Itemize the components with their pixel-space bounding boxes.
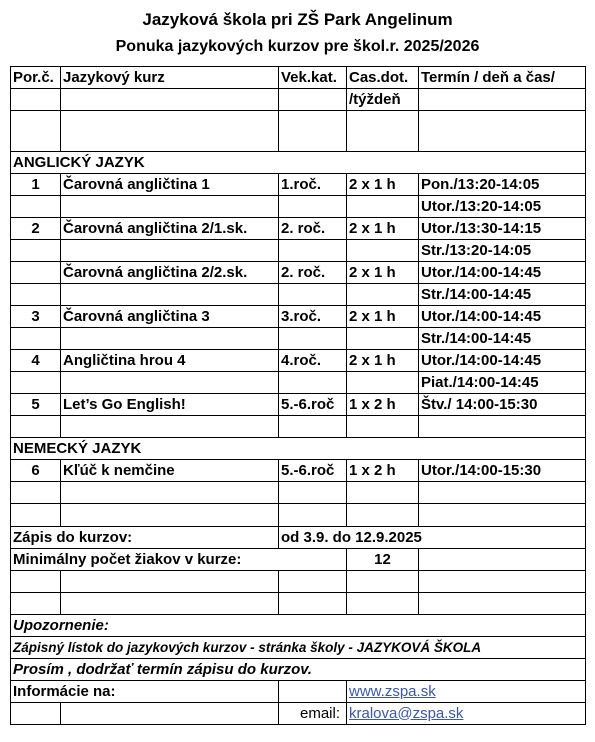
course-hours: 2 x 1 h bbox=[347, 174, 419, 196]
course-name: Čarovná angličtina 2/2.sk. bbox=[61, 262, 279, 284]
course-name bbox=[61, 328, 279, 350]
course-hours bbox=[347, 372, 419, 394]
course-grade: 1.roč. bbox=[279, 174, 347, 196]
course-name bbox=[61, 284, 279, 306]
course-grade bbox=[279, 196, 347, 218]
course-grade bbox=[279, 328, 347, 350]
course-row bbox=[11, 394, 586, 416]
header-row bbox=[11, 67, 586, 89]
course-name: Čarovná angličtina 2/1.sk. bbox=[61, 218, 279, 240]
course-schedule: Štv./ 14:00-15:30 bbox=[419, 394, 586, 416]
course-table bbox=[10, 66, 586, 725]
form-row bbox=[11, 637, 586, 659]
page-title: Jazyková škola pri ZŠ Park Angelinum bbox=[142, 10, 453, 29]
info-label: Informácie na: bbox=[11, 681, 279, 703]
header-row-2 bbox=[11, 89, 586, 111]
course-schedule: Str./13:20-14:05 bbox=[419, 240, 586, 262]
blank-row bbox=[11, 571, 586, 593]
course-schedule: Pon./13:20-14:05 bbox=[419, 174, 586, 196]
minimum-row bbox=[11, 549, 586, 571]
course-grade: 5.-6.roč bbox=[279, 460, 347, 482]
form-note: Zápisný lístok do jazykových kurzov - stránka školy - JAZYKOVÁ ŠKOLA bbox=[11, 637, 586, 659]
course-grade: 5.-6.roč bbox=[279, 394, 347, 416]
enrollment-label: Zápis do kurzov: bbox=[11, 527, 279, 549]
course-grade bbox=[279, 372, 347, 394]
request-note: Prosím , dodržať termín zápisu do kurzov. bbox=[11, 659, 586, 681]
course-number: 4 bbox=[11, 350, 61, 372]
page-subtitle: Ponuka jazykových kurzov pre škol.r. 2025/2026 bbox=[115, 38, 480, 55]
notice-label: Upozornenie: bbox=[11, 615, 586, 637]
course-row bbox=[11, 372, 586, 394]
course-schedule: Utor./13:30-14:15 bbox=[419, 218, 586, 240]
course-schedule: Str./14:00-14:45 bbox=[419, 328, 586, 350]
course-name bbox=[61, 196, 279, 218]
enrollment-dates: od 3.9. do 12.9.2025 bbox=[279, 527, 586, 549]
email-link[interactable]: kralova@zspa.sk bbox=[349, 704, 464, 722]
course-row bbox=[11, 196, 586, 218]
course-row bbox=[11, 262, 586, 284]
course-grade: 4.roč. bbox=[279, 350, 347, 372]
course-grade bbox=[279, 240, 347, 262]
course-hours: 1 x 2 h bbox=[347, 460, 419, 482]
header-por: Por.č. bbox=[11, 67, 61, 89]
course-schedule: Utor./14:00-14:45 bbox=[419, 306, 586, 328]
course-schedule: Utor./13:20-14:05 bbox=[419, 196, 586, 218]
email-row bbox=[11, 703, 586, 725]
spacer-row bbox=[11, 111, 586, 152]
course-schedule: Piat./14:00-14:45 bbox=[419, 372, 586, 394]
course-row bbox=[11, 218, 586, 240]
course-hours: 2 x 1 h bbox=[347, 350, 419, 372]
course-name: Čarovná angličtina 1 bbox=[61, 174, 279, 196]
section-en bbox=[11, 152, 586, 174]
course-hours: 2 x 1 h bbox=[347, 218, 419, 240]
course-number: 2 bbox=[11, 218, 61, 240]
course-row bbox=[11, 460, 586, 482]
blank-row bbox=[11, 593, 586, 615]
course-grade: 3.roč. bbox=[279, 306, 347, 328]
course-number: 6 bbox=[11, 460, 61, 482]
course-hours: 2 x 1 h bbox=[347, 262, 419, 284]
course-schedule: Utor./14:00-14:45 bbox=[419, 350, 586, 372]
course-number bbox=[11, 284, 61, 306]
course-grade: 2. roč. bbox=[279, 262, 347, 284]
header-kurz: Jazykový kurz bbox=[61, 67, 279, 89]
course-number bbox=[11, 196, 61, 218]
course-hours bbox=[347, 240, 419, 262]
course-grade: 2. roč. bbox=[279, 218, 347, 240]
course-name: Angličtina hrou 4 bbox=[61, 350, 279, 372]
course-number bbox=[11, 372, 61, 394]
course-name bbox=[61, 240, 279, 262]
section-de bbox=[11, 438, 586, 460]
course-schedule: Utor./14:00-14:45 bbox=[419, 262, 586, 284]
course-number bbox=[11, 262, 61, 284]
blank-row bbox=[11, 482, 586, 504]
header-cas: Cas.dot. bbox=[347, 67, 419, 89]
course-number bbox=[11, 240, 61, 262]
course-number bbox=[11, 328, 61, 350]
course-schedule: Utor./14:00-15:30 bbox=[419, 460, 586, 482]
blank-row bbox=[11, 416, 586, 438]
header-vek: Vek.kat. bbox=[279, 67, 347, 89]
website-link[interactable]: www.zspa.sk bbox=[349, 682, 436, 700]
course-row bbox=[11, 240, 586, 262]
course-name bbox=[61, 372, 279, 394]
header-cas-2: /týždeň bbox=[347, 89, 419, 111]
course-row bbox=[11, 174, 586, 196]
course-hours: 2 x 1 h bbox=[347, 306, 419, 328]
course-hours: 1 x 2 h bbox=[347, 394, 419, 416]
minimum-label: Minimálny počet žiakov v kurze: bbox=[11, 549, 347, 571]
blank-row bbox=[11, 504, 586, 527]
course-name: Kľúč k nemčine bbox=[61, 460, 279, 482]
course-number: 5 bbox=[11, 394, 61, 416]
minimum-value: 12 bbox=[347, 549, 419, 571]
course-number: 3 bbox=[11, 306, 61, 328]
course-hours bbox=[347, 284, 419, 306]
course-schedule: Str./14:00-14:45 bbox=[419, 284, 586, 306]
course-name: Čarovná angličtina 3 bbox=[61, 306, 279, 328]
course-hours bbox=[347, 196, 419, 218]
course-number: 1 bbox=[11, 174, 61, 196]
section-title-de: NEMECKÝ JAZYK bbox=[11, 438, 586, 460]
notice-row bbox=[11, 615, 586, 637]
course-row bbox=[11, 328, 586, 350]
section-title-en: ANGLICKÝ JAZYK bbox=[11, 152, 586, 174]
email-label: email: bbox=[279, 703, 347, 725]
course-row bbox=[11, 284, 586, 306]
course-row bbox=[11, 350, 586, 372]
course-hours bbox=[347, 328, 419, 350]
info-row bbox=[11, 681, 586, 703]
course-grade bbox=[279, 284, 347, 306]
enrollment-row bbox=[11, 527, 586, 549]
course-row bbox=[11, 306, 586, 328]
request-row bbox=[11, 659, 586, 681]
header-termin: Termín / deň a čas/ bbox=[419, 67, 586, 89]
course-name: Let’s Go English! bbox=[61, 394, 279, 416]
